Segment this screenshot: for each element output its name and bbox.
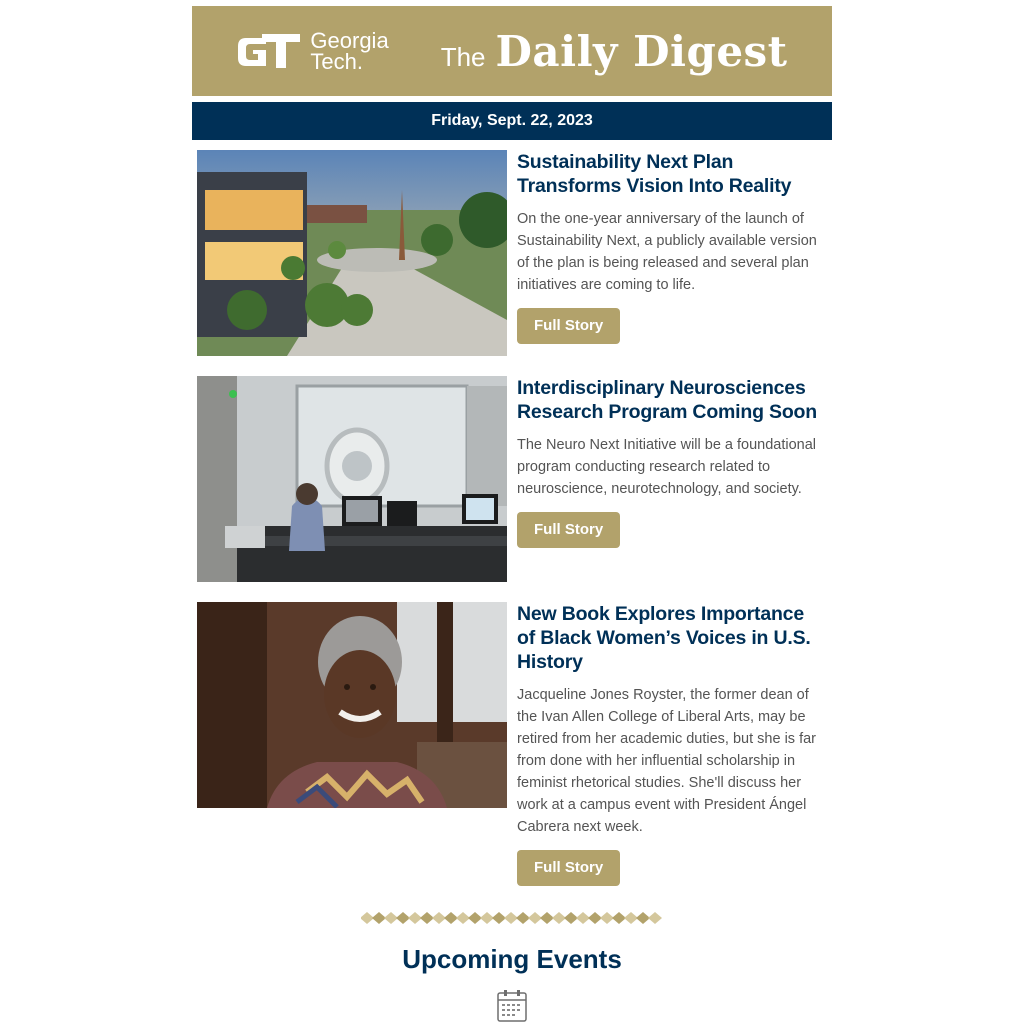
divider-diamond xyxy=(408,912,422,924)
story-summary: Jacqueline Jones Royster, the former dean of the Ivan Allen College of Liberal Arts, may be retired from her academic duties, but she is far from done with her influential scholarship in feminist rhetorical studies. She'll discuss her work at a campus event with President Ángel Cabrera next week. xyxy=(517,687,816,835)
divider-diamond xyxy=(468,912,482,924)
full-story-button[interactable]: Full Story xyxy=(517,308,620,344)
story-item xyxy=(192,582,832,886)
full-story-button[interactable]: Full Story xyxy=(517,512,620,548)
logo-line-2: Tech. xyxy=(310,49,363,74)
title-prefix: The xyxy=(440,41,486,72)
diamond-divider xyxy=(192,910,832,926)
divider-diamond xyxy=(540,912,554,924)
divider-diamond xyxy=(588,912,602,924)
calendar-icon xyxy=(192,989,832,1023)
divider-diamond xyxy=(564,912,578,924)
divider-diamond xyxy=(444,912,458,924)
divider-diamond xyxy=(432,912,446,924)
newsletter-title xyxy=(441,27,788,76)
divider-diamond xyxy=(528,912,542,924)
header-banner xyxy=(192,6,832,96)
gt-logo[interactable] xyxy=(236,30,388,72)
divider-diamond xyxy=(420,912,434,924)
divider-diamond xyxy=(396,912,410,924)
title-main: Daily Digest xyxy=(495,26,788,76)
story-image-campus[interactable] xyxy=(197,150,507,356)
full-story-button[interactable]: Full Story xyxy=(517,850,620,886)
divider-diamond xyxy=(636,912,650,924)
divider-diamond xyxy=(456,912,470,924)
story-summary: The Neuro Next Initiative will be a foundational program conducting research related to neuroscience, neurotechnology, and society. xyxy=(517,437,817,497)
story-image-portrait[interactable] xyxy=(197,602,507,808)
divider-diamond xyxy=(492,912,506,924)
gt-logo-icon xyxy=(236,31,302,71)
story-item xyxy=(192,356,832,582)
divider-diamond xyxy=(372,912,386,924)
story-title[interactable]: Interdisciplinary Neurosciences Research Program Coming Soon xyxy=(517,377,817,423)
logo-line-1: Georgia xyxy=(310,28,389,53)
story-summary: On the one-year anniversary of the launch of Sustainability Next, a publicly available version of the plan is being released and several plan initiatives are coming to life. xyxy=(517,211,817,293)
divider-diamond xyxy=(600,912,614,924)
divider-diamond xyxy=(648,912,662,924)
newsletter xyxy=(192,0,832,1023)
story-title[interactable]: Sustainability Next Plan Transforms Vision Into Reality xyxy=(517,151,792,197)
divider-diamond xyxy=(504,912,518,924)
divider-diamond xyxy=(576,912,590,924)
divider-diamond xyxy=(612,912,626,924)
divider-diamond xyxy=(384,912,398,924)
divider-diamond xyxy=(480,912,494,924)
divider-diamond xyxy=(624,912,638,924)
story-image-lab[interactable] xyxy=(197,376,507,582)
story-item xyxy=(192,140,832,356)
divider-diamond xyxy=(516,912,530,924)
story-title[interactable]: New Book Explores Importance of Black Women’s Voices in U.S. History xyxy=(517,603,811,673)
divider-diamond xyxy=(552,912,566,924)
events-heading: Upcoming Events xyxy=(402,944,622,974)
date-band: Friday, Sept. 22, 2023 xyxy=(192,102,832,140)
